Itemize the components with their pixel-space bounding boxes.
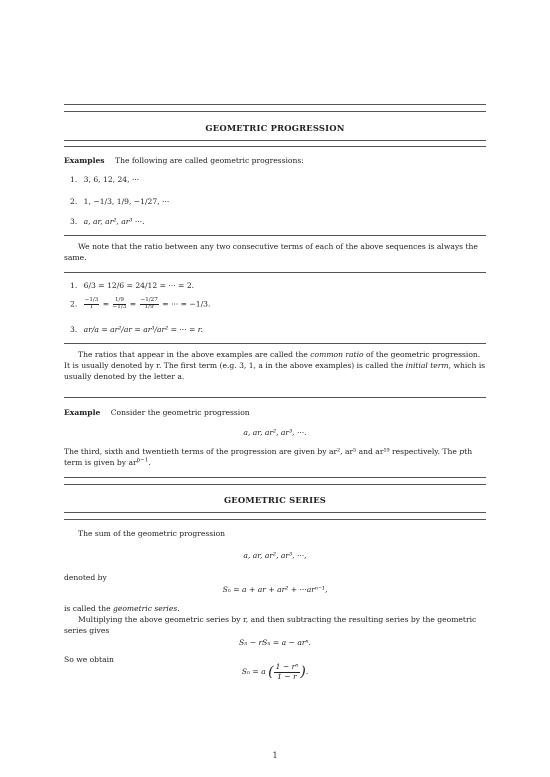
so-we-obtain: So we obtain	[64, 655, 114, 664]
series-intro: The sum of the geometric progression	[78, 529, 226, 538]
series-formula-4: Sₙ = a ( $\frac{\text{1 − rⁿ}}{1 - r}$ ).	[241, 662, 309, 681]
example-formula: a, ar, ar², ar³, ···.	[243, 428, 307, 437]
fraction: $\frac{-1/27}{1/9}$	[140, 297, 158, 310]
multiply-paragraph: Multiplying the above geometric series by r, and then subtracting the resulting series by the geometric series gives	[64, 615, 477, 635]
list-item	[70, 174, 139, 185]
denoted-by: denoted by	[64, 573, 107, 582]
example-paragraph: The third, sixth and twentieth terms of the progression are given by ar², ar⁵ and ar¹⁹ respectively. The pth term is given by $ar^{p-1}$.	[64, 447, 473, 467]
list-item-text: 6/3 = 12/6 = 24/12 = ··· = 2.	[83, 281, 195, 290]
rule-top-2	[64, 484, 486, 485]
series-formula-2: Sₙ = a + ar + ar² + ···arⁿ⁻¹,	[222, 585, 328, 594]
list-item-text: 1, −1/3, 1/9, −1/27, ···	[83, 197, 170, 206]
list-item-number: 1.	[70, 175, 78, 184]
list-item	[70, 196, 169, 207]
rule-divider	[64, 343, 486, 344]
rule-divider	[64, 272, 486, 273]
example-label: Example	[64, 408, 101, 417]
list-item-number: 1.	[70, 281, 78, 290]
list-item-number: 3.	[70, 325, 78, 334]
initial-term: initial term	[405, 361, 449, 370]
rule-top-4	[64, 519, 486, 520]
list-item: 2. $\frac{-1/3}{1}$ = $\frac{1/9}{-1/3}$ = $\frac{-1/27}{1/9}$ = ··· = −1/3.	[70, 297, 211, 310]
list-item-text: a, ar, ar², ar³ ···.	[83, 217, 145, 226]
rule-top-1	[64, 477, 486, 478]
common-ratio-paragraph: The ratios that appear in the above examples are called the common ratio of the geometric progression. It is usually denoted by r. The first term (e.g. 3, 1, a in the above examples) is called the initial term, which is usually denoted by the letter a.	[64, 350, 486, 381]
series-formula-3: Sₙ − rSₙ = a − arⁿ.	[239, 638, 311, 647]
fraction: $\frac{-1/3}{1}$	[84, 297, 99, 310]
series-formula-1: a, ar, ar², ar³, ···,	[243, 551, 307, 560]
called-line: is called the geometric series.	[64, 604, 180, 613]
fraction: $\frac{\text{1 − rⁿ}}{1 - r}$	[275, 662, 299, 681]
list-item	[70, 216, 144, 227]
list-item-text: = ··· = −1/3.	[162, 299, 211, 309]
rule-top-3	[64, 512, 486, 513]
common-ratio-term: common ratio	[310, 350, 364, 359]
examples-line	[64, 155, 304, 166]
ratio-note-paragraph: We note that the ratio between any two consecutive terms of each of the above sequences is always the same.	[64, 242, 478, 262]
page-number: 1	[272, 751, 278, 760]
rule-top-4	[64, 146, 486, 147]
list-item-text: 3, 6, 12, 24, ···	[83, 175, 140, 184]
list-item	[70, 324, 203, 335]
list-item-text: ar/a = ar²/ar = ar³/ar² = ··· = r.	[83, 325, 204, 334]
geometric-series-term: geometric series	[113, 604, 178, 613]
example-intro: Consider the geometric progression	[110, 408, 250, 417]
examples-intro: The following are called geometric progressions:	[115, 156, 304, 165]
list-item-number: 2.	[70, 197, 78, 206]
list-item-number: 3.	[70, 217, 78, 226]
example-line	[64, 407, 250, 418]
section-title-geometric-progression: GEOMETRIC PROGRESSION	[205, 123, 345, 133]
list-item-number: 2.	[70, 299, 78, 309]
document-page	[64, 0, 486, 777]
fraction: $\frac{1/9}{-1/3}$	[112, 297, 127, 310]
list-item	[70, 280, 194, 291]
examples-label: Examples	[64, 156, 105, 165]
rule-divider	[64, 397, 486, 398]
rule-top-3	[64, 140, 486, 141]
rule-top-1	[64, 104, 486, 105]
section-title-geometric-series: GEOMETRIC SERIES	[223, 495, 327, 505]
rule-top-2	[64, 111, 486, 112]
rule-divider	[64, 235, 486, 236]
